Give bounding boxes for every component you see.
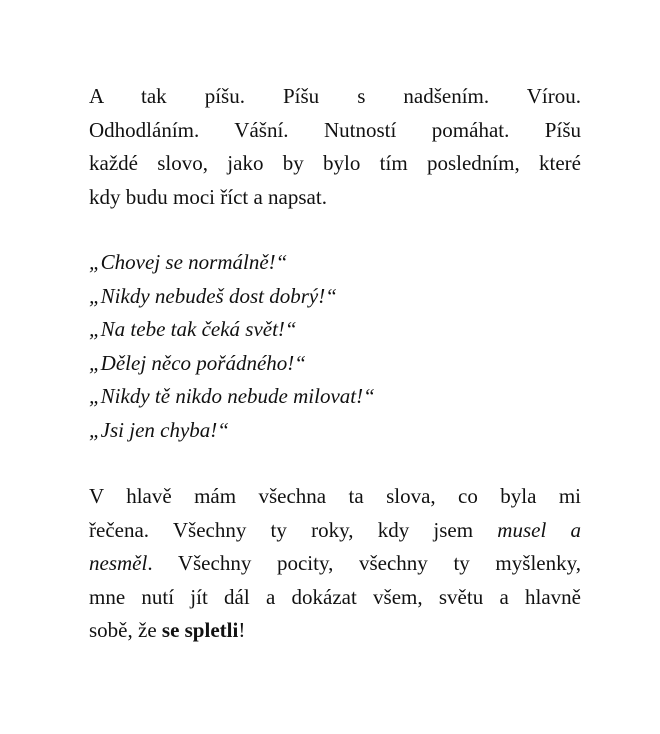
paragraph-2-line-5-text: sobě, že <box>89 618 157 642</box>
paragraph-2 <box>89 480 581 648</box>
paragraph-2-line-2-text: řečena. Všechny ty roky, kdy jsem <box>89 517 474 542</box>
quote-6: „Jsi jen chyba!“ <box>89 417 229 442</box>
paragraph-2-line-2 <box>89 514 581 548</box>
quote-4: „Dělej něco pořádného!“ <box>89 350 306 375</box>
quote-1: „Chovej se normálně!“ <box>89 250 288 274</box>
paragraph-1-line-3: každé slovo, jako by bylo tím posledním, které <box>89 151 581 175</box>
paragraph-2-line-3 <box>89 547 581 581</box>
paragraph-2-line-5-end: ! <box>238 618 246 642</box>
paragraph-2-line-4: mne nutí jít dál a dokázat všem, světu a hlavně <box>89 584 581 609</box>
emphasis-musel-a: musel a <box>497 517 582 542</box>
quote-2: „Nikdy nebudeš dost dobrý!“ <box>89 283 337 308</box>
paragraph-2-line-1: V hlavě mám všechna ta slova, co byla mi <box>89 484 581 508</box>
bold-se-spletli: se spletli <box>161 618 239 642</box>
paragraph-2-line-3-text: . Všechny pocity, všechny ty myšlenky, <box>147 551 581 575</box>
paragraph-1-line-1: A tak píšu. Píšu s nadšením. Vírou. <box>89 84 581 108</box>
paragraph-1-line-4: kdy budu moci říct a napsat. <box>89 184 327 209</box>
quotes-list <box>89 246 581 447</box>
quote-3: „Na tebe tak čeká svět!“ <box>89 317 297 341</box>
emphasis-nesmel: nesměl <box>89 551 148 575</box>
quote-5: „Nikdy tě nikdo nebude milovat!“ <box>89 384 375 408</box>
paragraph-1-line-2: Odhodláním. Vášní. Nutností pomáhat. Píšu <box>89 117 581 142</box>
paragraph-1 <box>89 80 581 214</box>
paragraph-2-line-5 <box>89 614 581 648</box>
